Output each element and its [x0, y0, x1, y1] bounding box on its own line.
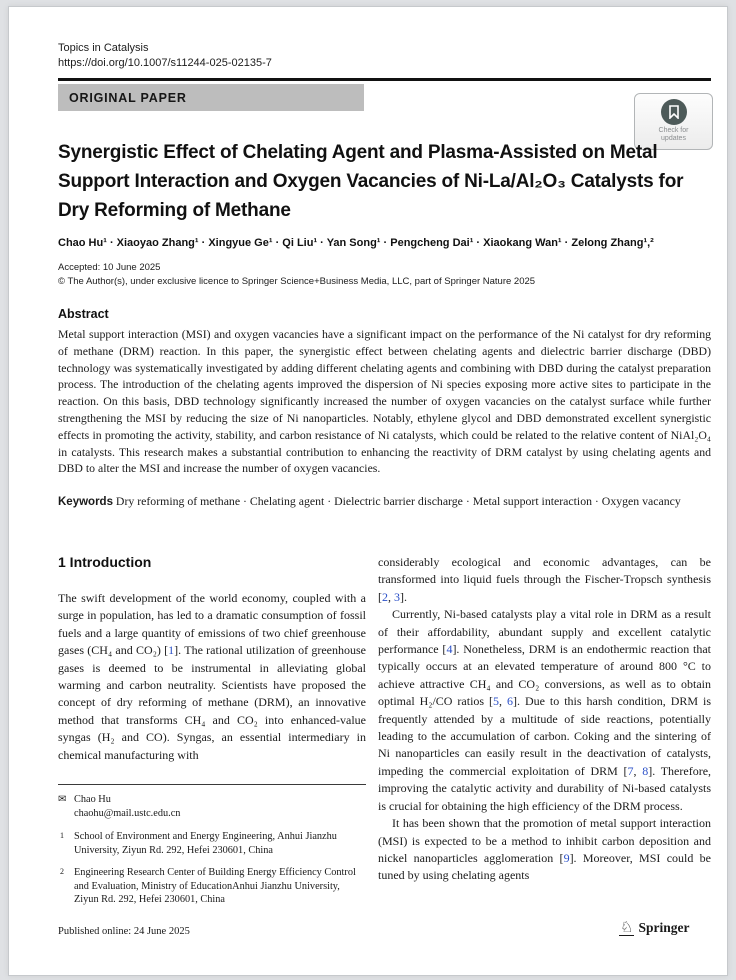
article-page [8, 6, 728, 976]
title-line-1: Synergistic Effect of Chelating Agent and Plasma-Assisted on Metal [58, 142, 658, 163]
abstract-heading: Abstract [58, 307, 109, 321]
doi-link[interactable]: https://doi.org/10.1007/s11244-025-02135-7 [58, 57, 272, 69]
citation-link[interactable]: 9 [563, 850, 570, 865]
springer-logo [619, 920, 689, 936]
affiliation-2-marker: 2 [60, 867, 64, 876]
title-line-3: Dry Reforming of Methane [58, 200, 291, 221]
check-updates-label: Check for updates [658, 127, 689, 142]
intro-paragraph-right-3: It has been shown that the promotion of metal support interaction (MSI) is expected to be a method to inhibit carbon deposition and nickel nanoparticles agglomeration [9]. Moreover, MSI could be tuned by using chelating agents [378, 816, 711, 883]
citation-link[interactable]: 5 [493, 694, 500, 709]
correspondence-name: Chao Hu [74, 794, 111, 805]
affiliation-1 [58, 830, 366, 857]
published-online: Published online: 24 June 2025 [58, 926, 190, 937]
intro-paragraph-right-2: Currently, Ni-based catalysts play a vital role in DRM as a result of their affordability, abundant supply and excellent catalytic performance [4]. Nonetheless, DRM is an endothermic reaction that typically occurs at an elevated temperature of around 800 °C to achieve attractive CH₄ and CO₂ conversions, as well as to obtain optimal H₂/CO ratios [5, 6]. Due to this harsh condition, DRM is frequently attended by a multitude of side reactions, potentially leading to the accumulation of carbon. Coking and the sintering of Ni nanoparticles can easily result in the deactivation of catalysts, impeding the commercial exploitation of DRM [7, 8]. Therefore, improving the catalytic activity and durability of Ni-based catalysts is crucial for obtaining the high efficiency of the DRM process. [378, 607, 712, 813]
keywords-label: Keywords [58, 496, 113, 508]
keywords-text: Dry reforming of methane · Chelating agent · Dielectric barrier discharge · Metal support interaction · Oxygen vacancy [115, 494, 681, 508]
keywords-line [58, 493, 711, 511]
citation-link[interactable]: 6 [507, 694, 514, 709]
citation-link[interactable]: 3 [394, 589, 400, 604]
affiliation-1-marker: 1 [60, 831, 64, 840]
author-list: Chao Hu¹ · Xiaoyao Zhang¹ · Xingyue Ge¹ · Qi Liu¹ · Yan Song¹ · Pengcheng Dai¹ · Xiaokang Wan¹ · Zelong Zhang¹,² [58, 237, 654, 249]
springer-wordmark: Springer [638, 920, 690, 935]
springer-knight-icon: ♘ [620, 919, 634, 936]
citation-link[interactable]: 2 [382, 589, 388, 604]
right-column [378, 554, 711, 885]
affiliation-1-text: School of Environment and Energy Engineering, Anhui Jianzhu University, Ziyun Rd. 292, Hefei 230601, China [74, 831, 337, 856]
copyright-line: © The Author(s), under exclusive licence to Springer Science+Business Media, LLC, part of Springer Nature 2025 [58, 276, 536, 287]
left-column [58, 554, 366, 764]
citation-link[interactable]: 8 [642, 763, 649, 778]
article-type-label: ORIGINAL PAPER [69, 90, 187, 105]
journal-name: Topics in Catalysis [58, 42, 149, 54]
correspondence [58, 793, 366, 820]
crossmark-bookmark-icon [661, 99, 687, 125]
abstract-text: Metal support interaction (MSI) and oxygen vacancies have a significant impact on the performance of the Ni catalyst for dry reforming of methane (DRM) reaction. In this paper, the synergistic effect between chelating agents and dielectric barrier discharge (DBD) technology was systematically investigated by adding different chelating agents and combining with DBD during the catalyst preparation process. The introduction of the chelating agents improved the dispersion of Ni species exposing more active sites to participate in the reaction. On this basis, DBD technology significantly increased the number of oxygen vacancies on the catalyst surface while further strengthening the MSI by reducing the size of Ni nanoparticles. Notably, ethylene glycol and DBD demonstrated excellent synergistic effects in promoting the activity, stability, and carbon resistance of Ni catalysts, which could be related to the relative content of NiAl₂O₄ in catalysts. This research makes a substantial contribution to enhancing the reactivity of DRM catalyst by using chelating agents and DBD to alter the MSI and increase the number of oxygen vacancies. [58, 327, 711, 476]
intro-paragraph-right-1: considerably ecological and economic advantages, can be transformed into liquid fuels through the Fischer-Tropsch synthesis [2, 3]. [378, 555, 711, 604]
envelope-icon: ✉ [58, 794, 67, 805]
title-line-2: Support Interaction and Oxygen Vacancies of Ni-La/Al₂O₃ Catalysts for [58, 171, 684, 192]
footnote-rule [58, 784, 366, 785]
correspondence-email[interactable]: chaohu@mail.ustc.edu.cn [74, 807, 181, 819]
article-history [58, 261, 718, 289]
affiliation-2 [58, 866, 366, 907]
article-title [58, 138, 718, 225]
section-heading-introduction: 1 Introduction [58, 554, 152, 570]
article-type-banner [58, 84, 364, 111]
affiliation-2-text: Engineering Research Center of Building Energy Efficiency Control and Evaluation, Ministry of EducationAnhui Jianzhu University, Ziyun Rd. 292, Hefei 230601, China [74, 867, 356, 905]
intro-paragraph-left: The swift development of the world economy, coupled with a surge in population, has led to a dramatic consumption of fossil fuels and a large quantity of emissions of two chief greenhouse gases (CH₄ and CO₂) [1]. The rational utilization of greenhouse gases is deemed to be instrumental in alleviating global warming and carbon neutrality. Scientists have proposed the concept of dry reforming of methane (DRM), an innovative method that transforms CH₄ and CO₂ into enhanced-value syngas (H₂ and CO). Syngas, an essential intermediary in chemical manufacturing with [58, 591, 366, 762]
header-rule [58, 78, 711, 81]
citation-link[interactable]: 1 [168, 643, 175, 658]
citation-link[interactable]: 7 [627, 763, 634, 778]
citation-link[interactable]: 4 [446, 642, 453, 657]
accepted-date: Accepted: 10 June 2025 [58, 262, 161, 273]
footnote-block [58, 784, 366, 916]
